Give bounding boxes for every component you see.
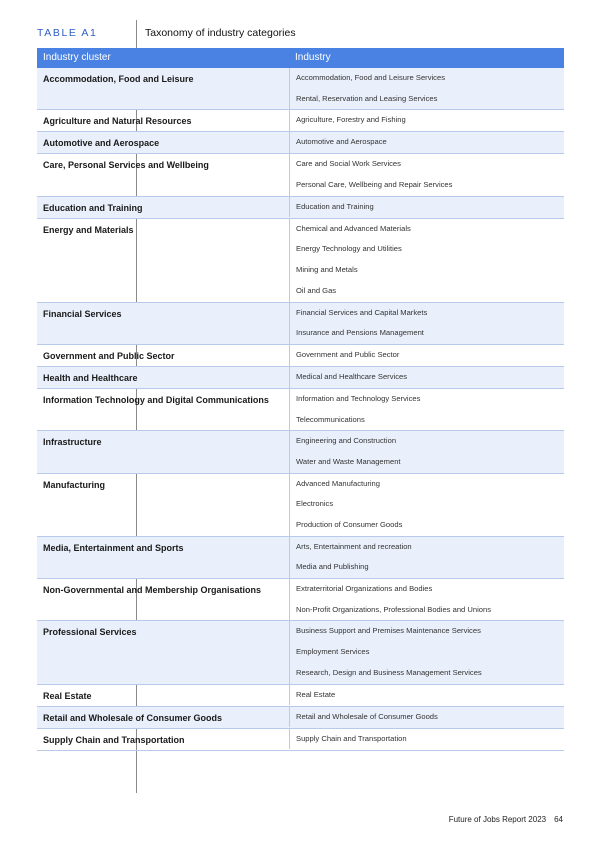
industry-cluster-cell: Information Technology and Digital Communications — [43, 394, 269, 405]
table-label: TABLE A1 — [37, 27, 98, 39]
industry-list — [289, 621, 564, 683]
industry-cluster-cell: Care, Personal Services and Wellbeing — [43, 160, 209, 171]
industry-cell: Water and Waste Management — [289, 452, 564, 473]
industry-cluster-cell: Media, Entertainment and Sports — [43, 542, 184, 553]
table-row — [37, 345, 564, 367]
table-row — [37, 621, 564, 684]
industry-list — [289, 154, 564, 195]
industry-cluster-cell: Infrastructure — [43, 437, 102, 448]
industry-list — [289, 110, 564, 131]
industry-cell: Financial Services and Capital Markets — [289, 303, 564, 324]
industry-cell: Personal Care, Wellbeing and Repair Services — [289, 175, 564, 196]
industry-cell: Electronics — [289, 494, 564, 515]
industry-cell: Media and Publishing — [289, 557, 564, 578]
industry-cell: Agriculture, Forestry and Fishing — [289, 110, 564, 131]
industry-list — [289, 685, 564, 706]
industry-cell: Real Estate — [289, 685, 564, 706]
industry-cell: Insurance and Pensions Management — [289, 323, 564, 344]
column-header-cluster: Industry cluster — [43, 52, 111, 63]
table-row — [37, 474, 564, 537]
industry-cluster-cell: Energy and Materials — [43, 224, 134, 235]
industry-cluster-cell: Financial Services — [43, 308, 122, 319]
industry-cell: Medical and Healthcare Services — [289, 367, 564, 388]
report-name: Future of Jobs Report 2023 — [448, 815, 547, 824]
industry-list — [289, 389, 564, 430]
industry-list — [289, 68, 564, 109]
industry-cell: Government and Public Sector — [289, 345, 564, 366]
table-header — [37, 48, 564, 68]
industry-cluster-cell: Agriculture and Natural Resources — [43, 116, 192, 127]
table-row — [37, 431, 564, 473]
industry-cluster-cell: Real Estate — [43, 690, 92, 701]
industry-cell: Business Support and Premises Maintenance Services — [289, 621, 564, 642]
industry-cluster-cell: Accommodation, Food and Leisure — [43, 74, 194, 84]
table-row — [37, 303, 564, 345]
industry-cell: Oil and Gas — [289, 281, 564, 302]
industry-list — [289, 537, 564, 578]
industry-cell: Non-Profit Organizations, Professional Bodies and Unions — [289, 600, 564, 621]
industry-cluster-cell: Supply Chain and Transportation — [43, 734, 185, 745]
industry-cell: Employment Services — [289, 642, 564, 663]
industry-list — [289, 474, 564, 536]
industry-list — [289, 729, 564, 750]
industry-cluster-cell: Non-Governmental and Membership Organisations — [43, 585, 262, 596]
industry-cluster-cell: Professional Services — [43, 627, 137, 638]
industry-list — [289, 345, 564, 366]
table-row — [37, 685, 564, 707]
industry-list — [289, 367, 564, 388]
industry-list — [289, 303, 564, 344]
industry-cell: Care and Social Work Services — [289, 154, 564, 175]
table-title: Taxonomy of industry categories — [145, 27, 296, 39]
table-row — [37, 132, 564, 154]
industry-list — [289, 707, 564, 728]
page-number: 64 — [554, 815, 563, 824]
industry-cell: Energy Technology and Utilities — [289, 239, 564, 260]
industry-cell: Accommodation, Food and Leisure Services — [289, 68, 564, 89]
industry-cell: Information and Technology Services — [289, 389, 564, 410]
table-row — [37, 537, 564, 579]
table-row — [37, 68, 564, 110]
table-row — [37, 219, 564, 303]
table-row — [37, 154, 564, 196]
industry-cell: Education and Training — [289, 197, 564, 218]
industry-cluster-cell: Education and Training — [43, 202, 143, 213]
industry-cluster-cell: Automotive and Aerospace — [43, 138, 160, 149]
industry-list — [289, 132, 564, 153]
industry-cluster-cell: Government and Public Sector — [43, 350, 175, 361]
industry-cell: Advanced Manufacturing — [289, 474, 564, 495]
industry-cell: Chemical and Advanced Materials — [289, 219, 564, 240]
column-header-industry: Industry — [295, 52, 331, 63]
table-row — [37, 389, 564, 431]
industry-cell: Mining and Metals — [289, 260, 564, 281]
industry-cluster-cell: Retail and Wholesale of Consumer Goods — [43, 712, 223, 723]
industry-cell: Extraterritorial Organizations and Bodies — [289, 579, 564, 600]
industry-cell: Production of Consumer Goods — [289, 515, 564, 536]
table-row — [37, 729, 564, 751]
industry-list — [289, 219, 564, 302]
industry-cell: Telecommunications — [289, 410, 564, 431]
table-row — [37, 367, 564, 389]
industry-list — [289, 579, 564, 620]
title-row — [37, 24, 97, 42]
industry-cell: Engineering and Construction — [289, 431, 564, 452]
industry-cell: Research, Design and Business Management Services — [289, 663, 564, 684]
taxonomy-table — [37, 48, 564, 751]
industry-cell: Arts, Entertainment and recreation — [289, 537, 564, 558]
table-body — [37, 68, 564, 751]
industry-cluster-cell: Health and Healthcare — [43, 372, 138, 383]
page-footer — [449, 815, 563, 824]
industry-cell: Retail and Wholesale of Consumer Goods — [289, 707, 564, 728]
industry-cell: Supply Chain and Transportation — [289, 729, 564, 750]
table-row — [37, 579, 564, 621]
table-row — [37, 197, 564, 219]
table-row — [37, 110, 564, 132]
table-row — [37, 707, 564, 729]
industry-list — [289, 431, 564, 472]
industry-cell: Automotive and Aerospace — [289, 132, 564, 153]
industry-cluster-cell: Manufacturing — [43, 479, 105, 490]
industry-cell: Rental, Reservation and Leasing Services — [289, 89, 564, 110]
industry-list — [289, 197, 564, 218]
